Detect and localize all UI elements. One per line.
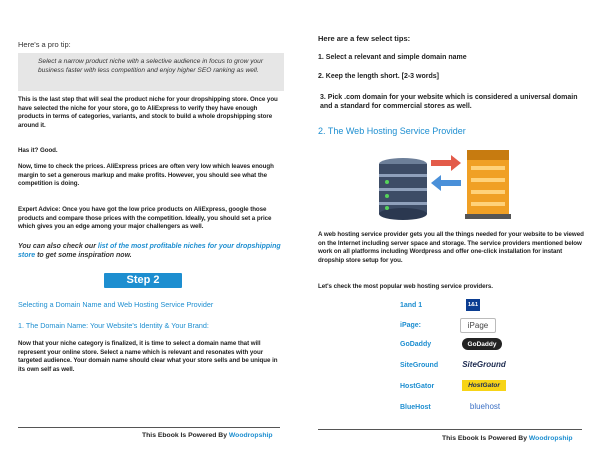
footer-divider: [318, 429, 582, 430]
provider-ipage-label[interactable]: iPage:: [400, 322, 422, 329]
web-hosting-heading: 2. The Web Hosting Service Provider: [318, 126, 466, 136]
godaddy-logo-icon: GoDaddy: [462, 338, 502, 350]
inspiration-prefix: You can also check our: [18, 243, 96, 250]
inspiration-suffix: to get some inspiration now.: [37, 252, 132, 259]
step-2-banner: Step 2: [104, 273, 182, 288]
pro-tip-heading: Here's a pro tip:: [18, 40, 71, 49]
paragraph-niche-seal: This is the last step that will seal the product niche for your dropshipping store. Once you have selected the niche for your store, go to AliExpress to verify they have enough products in terms of categories, variants, and stock to build a whole dropshipping store around it.: [18, 96, 278, 129]
provider-hostgator-label[interactable]: HostGator: [400, 383, 435, 390]
hosting-paragraph: A web hosting service provider gets you all the things needed for your website to be viewed on the Internet including server space and storage. The service providers mentioned below work on all platforms including Wordpress and offer one-click installation for instant dropship store setup for you.: [318, 231, 584, 264]
paragraph-domain-name: Now that your niche category is finalized, it is time to select a domain name that will represent your online store. Select a name which is relevant and resonates with your targeted audience. Your domain name should clear what your store sells and be unique in its own self as well.: [18, 340, 278, 373]
siteground-logo-icon: SiteGround: [462, 360, 506, 369]
inspiration-paragraph: [18, 242, 284, 260]
providers-intro: Let's check the most popular web hosting service providers.: [318, 283, 493, 290]
server-left-icon: [379, 158, 427, 220]
footer-brand-link[interactable]: Woodropship: [228, 432, 273, 439]
profitable-niches-link[interactable]: list of the most profitable niches for your dropshipping store: [18, 243, 281, 259]
tip-item-2: 2. Keep the length short. [2-3 words]: [318, 73, 439, 80]
domain-subheading: 1. The Domain Name: Your Website's Identity & Your Brand:: [18, 321, 209, 330]
footer: [142, 432, 273, 439]
ipage-logo-icon: iPage: [460, 318, 496, 333]
hostgator-logo-icon: HostGator: [462, 380, 506, 391]
footer-prefix: This Ebook Is Powered By: [442, 435, 527, 442]
footer-brand-link[interactable]: Woodropship: [528, 435, 573, 442]
paragraph-prices: Now, time to check the prices. AliExpress prices are often very low which leaves enough margin to set a generous markup and make profits. However, you should see what the competition is doing.: [18, 163, 274, 188]
provider-bluehost-label[interactable]: BlueHost: [400, 404, 431, 411]
tips-heading: Here are a few select tips:: [318, 34, 411, 43]
server-migration-illustration: [375, 146, 515, 224]
provider-1and1-label[interactable]: 1and 1: [400, 302, 423, 309]
paragraph-expert-advice: Expert Advice: Once you have got the low price products on AliExpress, google those products and compare those prices with the competition. Ideally, you should set a price which gives you an edge among your major challengers as well.: [18, 206, 272, 231]
step-title: Selecting a Domain Name and Web Hosting Service Provider: [18, 300, 214, 309]
footer-prefix: This Ebook Is Powered By: [142, 432, 227, 439]
pro-tip-box: [18, 53, 284, 91]
1and1-logo-icon: 1&1: [466, 299, 480, 311]
tip-item-1: 1. Select a relevant and simple domain name: [318, 54, 467, 61]
right-page: [300, 0, 600, 456]
tip-item-3: 3. Pick .com domain for your website which is considered a universal domain and a standard for commercial stores as well.: [320, 94, 578, 110]
footer: [442, 435, 573, 442]
footer-divider: [18, 427, 280, 428]
provider-siteground-label[interactable]: SiteGround: [400, 362, 439, 369]
pro-tip-text: Select a narrow product niche with a selective audience in focus to grow your business faster with less competition and enjoy higher SEO ranking as well.: [38, 58, 264, 74]
transfer-arrows-icon: [431, 155, 461, 191]
provider-godaddy-label[interactable]: GoDaddy: [400, 341, 432, 348]
server-right-icon: [465, 150, 511, 219]
bluehost-logo-icon: bluehost: [469, 402, 501, 411]
paragraph-has-it: Has it? Good.: [18, 147, 58, 154]
